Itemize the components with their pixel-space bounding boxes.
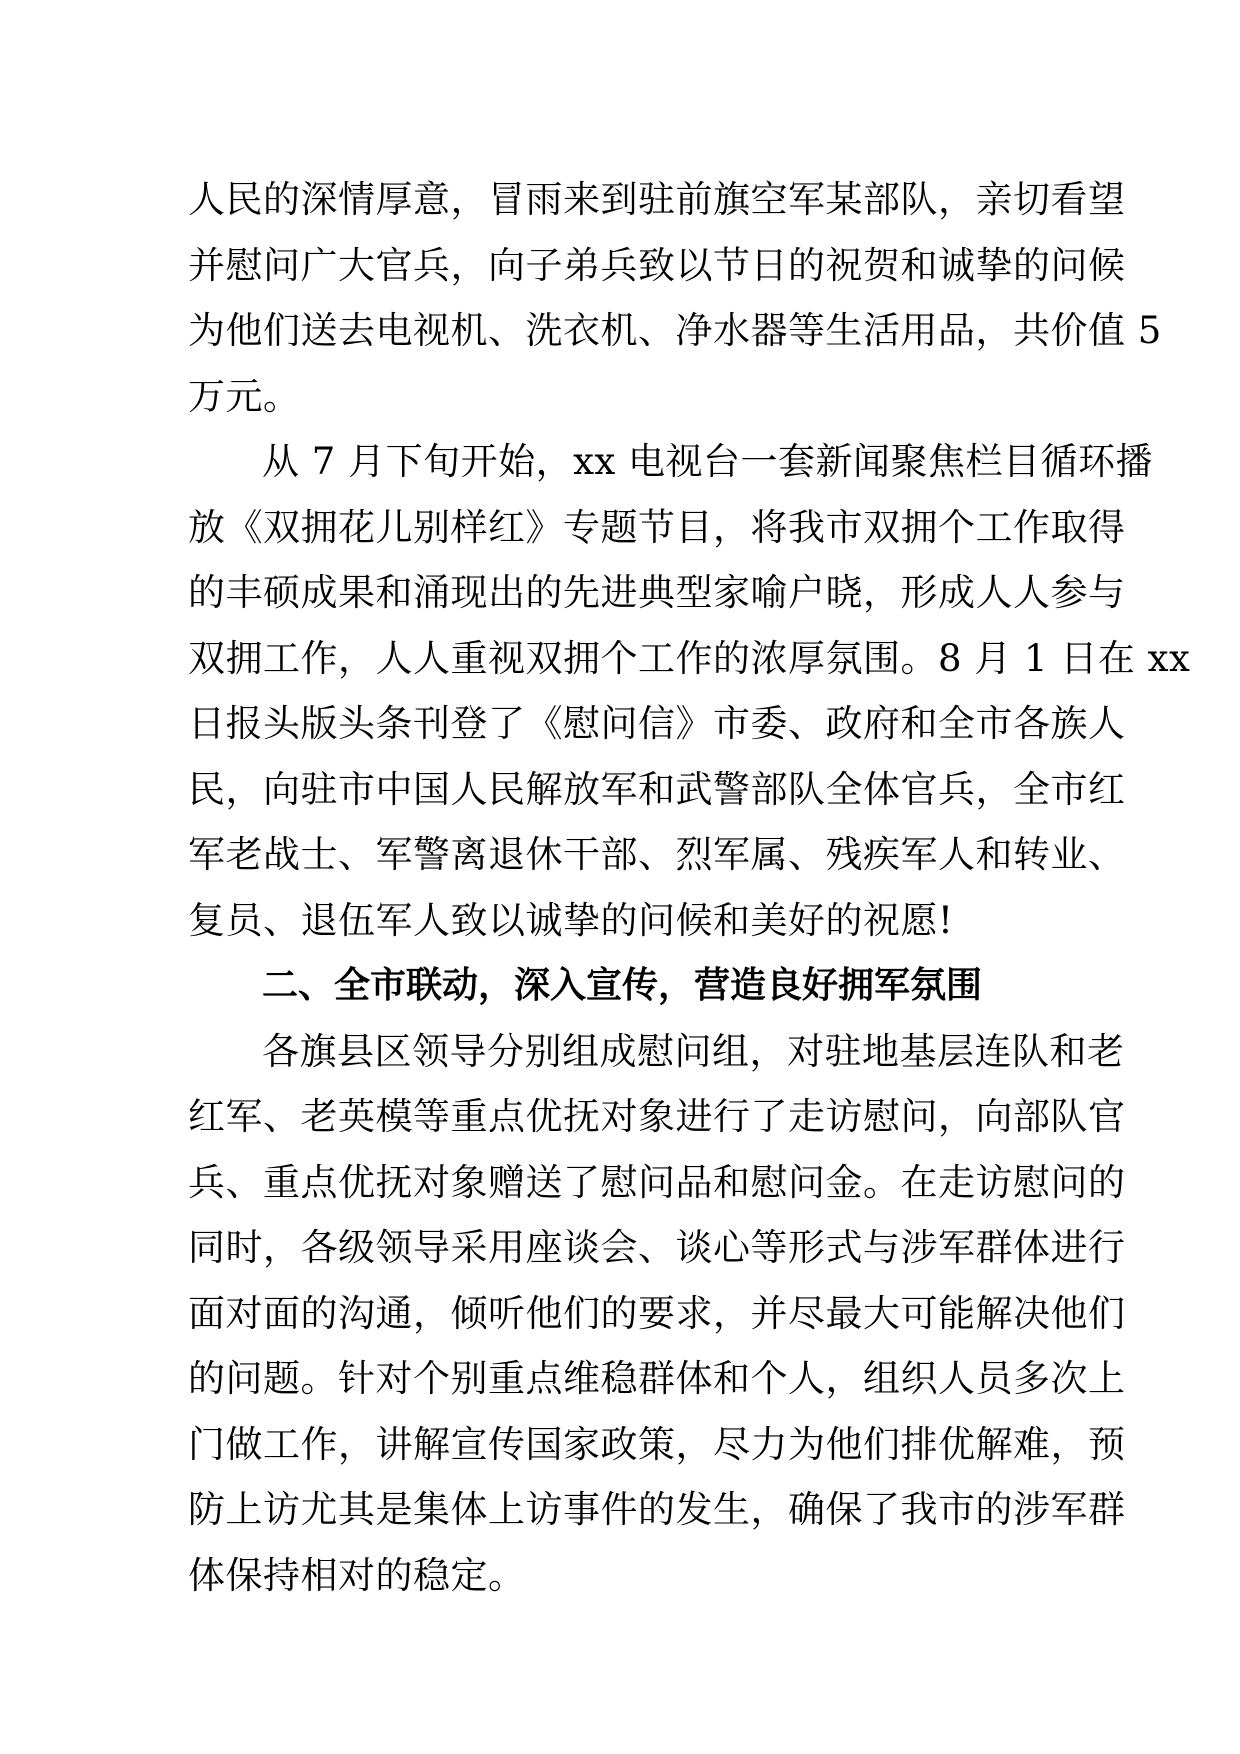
paragraph-line: 的丰硕成果和涌现出的先进典型家喻户晓，形成人人参与	[188, 571, 1126, 614]
paragraph-line: 日报头版头条刊登了《慰问信》市委、政府和全市各族人	[188, 702, 1126, 745]
paragraph-line: 人民的深情厚意，冒雨来到驻前旗空军某部队，亲切看望	[188, 178, 1126, 221]
paragraph-line: 兵、重点优抚对象赠送了慰问品和慰问金。在走访慰问的	[188, 1160, 1126, 1204]
paragraph-line: 民，向驻市中国人民解放军和武警部队全体官兵，全市红	[188, 767, 1126, 811]
paragraph-line: 双拥工作，人人重视双拥个工作的浓厚氛围。8 月 1 日在 xx	[188, 636, 1191, 680]
paragraph-line: 放《双拥花儿别样红》专题节目，将我市双拥个工作取得	[188, 505, 1126, 549]
paragraph-line: 门做工作，讲解宣传国家政策，尽力为他们排优解难，预	[188, 1422, 1126, 1466]
paragraph-line: 面对面的沟通，倾听他们的要求，并尽最大可能解决他们	[188, 1291, 1126, 1335]
paragraph-line: 为他们送去电视机、洗衣机、净水器等生活用品，共价值 5	[188, 309, 1162, 352]
section-heading: 二、全市联动，深入宣传，营造良好拥军氛围	[262, 965, 983, 1006]
paragraph-line: 同时，各级领导采用座谈会、谈心等形式与涉军群体进行	[188, 1226, 1126, 1269]
paragraph-line: 复员、退伍军人致以诚挚的问候和美好的祝愿!	[188, 898, 954, 942]
paragraph-line: 军老战士、军警离退休干部、烈军属、残疾军人和转业、	[188, 833, 1126, 876]
paragraph-line: 的问题。针对个别重点维稳群体和个人，组织人员多次上	[188, 1357, 1126, 1400]
paragraph-line: 并慰问广大官兵，向子弟兵致以节日的祝贺和诚挚的问候	[188, 243, 1126, 287]
paragraph-line: 体保持相对的稳定。	[188, 1553, 526, 1597]
paragraph-line: 防上访尤其是集体上访事件的发生，确保了我市的涉军群	[188, 1488, 1126, 1531]
document-body	[188, 167, 1191, 1608]
paragraph-line: 红军、老英模等重点优抚对象进行了走访慰问，向部队官	[188, 1095, 1126, 1138]
paragraph-line: 万元。	[188, 374, 301, 418]
paragraph-line: 从 7 月下旬开始，xx 电视台一套新闻聚焦栏目循环播	[262, 440, 1154, 483]
paragraph-line: 各旗县区领导分别组成慰问组，对驻地基层连队和老	[262, 1029, 1125, 1073]
